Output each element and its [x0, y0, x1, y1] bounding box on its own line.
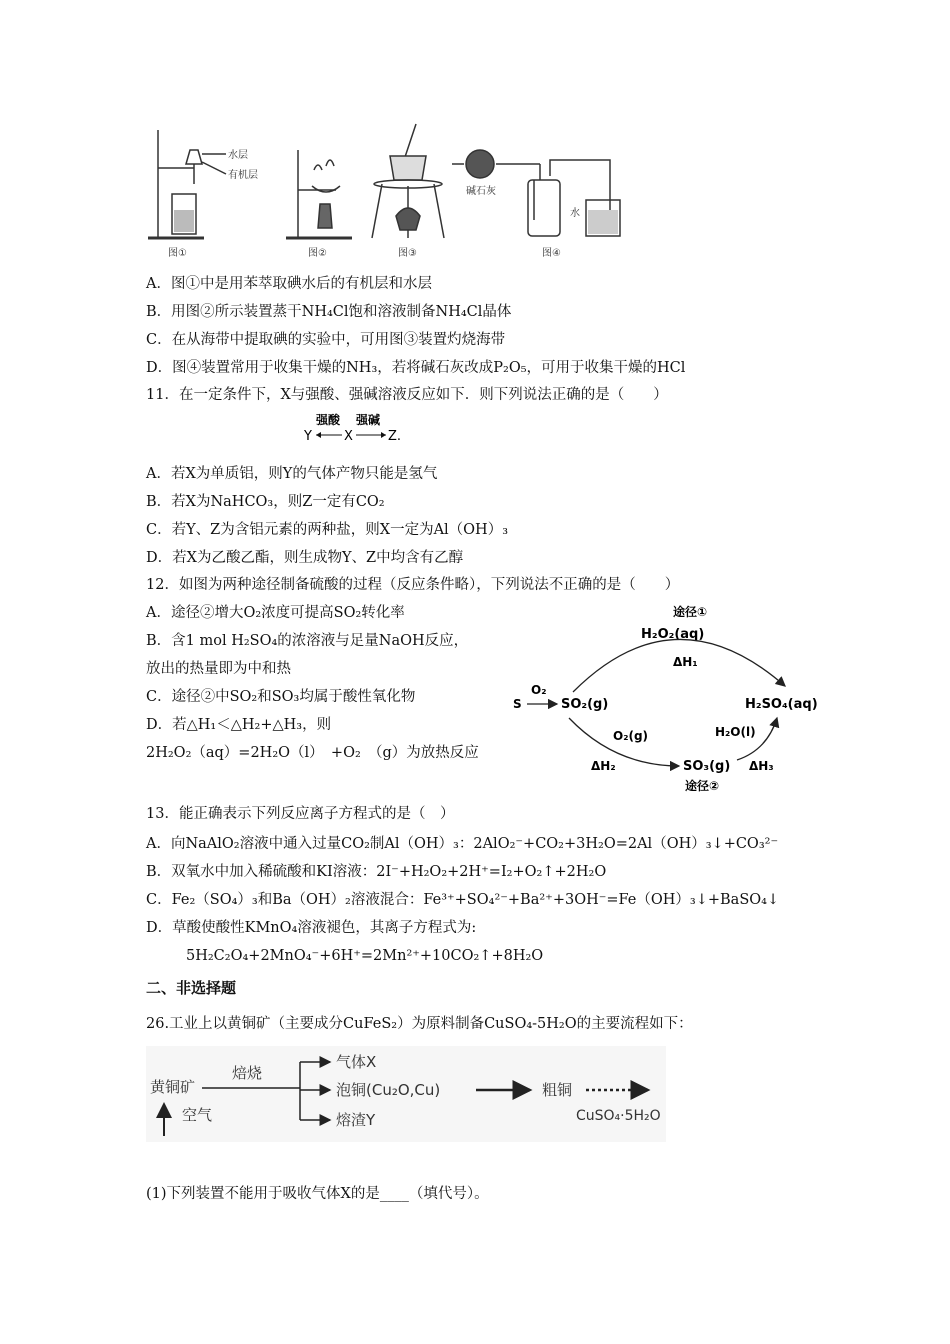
flow-gas-x: 气体X: [336, 1053, 377, 1071]
q13-option-c: C．Fe₂（SO₄）₃和Ba（OH）₂溶液混合：Fe³⁺+SO₄²⁻+Ba²⁺+3OH⁻=Fe（OH）₃↓+BaSO₄↓: [146, 892, 780, 908]
h2o2-label: H₂O₂(aq): [641, 627, 705, 642]
h2so4-label: H₂SO₄(aq): [745, 697, 818, 712]
q26-flow-diagram: [146, 1046, 666, 1142]
label-soda-lime: 碱石灰: [466, 186, 496, 197]
q13-stem: 13．能正确表示下列反应离子方程式的是（ ）: [146, 806, 455, 822]
flow-roast: 焙烧: [232, 1064, 263, 1082]
q13-option-d: D．草酸使酸性KMnO₄溶液褪色，其离子方程式为:: [146, 920, 477, 936]
q12-option-d-line1: D．若△H₁＜△H₂+△H₃，则: [146, 717, 332, 733]
figure-2-evaporation: [286, 150, 352, 238]
q11-stem: 11．在一定条件下，X与强酸、强碱溶液反应如下．则下列说法正确的是（ ）: [146, 387, 668, 403]
caption-fig4: 图④: [542, 248, 561, 259]
flow-air: 空气: [182, 1106, 213, 1124]
q11-option-b: B．若X为NaHCO₃，则Z一定有CO₂: [146, 494, 385, 510]
q12-option-b-line1: B．含1 mol H₂SO₄的浓溶液与足量NaOH反应，: [146, 633, 469, 649]
so3-label: SO₃(g): [683, 759, 731, 774]
o2g-label: O₂(g): [613, 729, 649, 743]
q10-option-d: D．图④装置常用于收集干燥的NH₃，若将碱石灰改成P₂O₅，可用于收集干燥的HCl: [146, 360, 686, 376]
dh2-label: ΔH₂: [591, 759, 616, 773]
route1-label: 途径①: [673, 605, 708, 619]
q12-option-d-line2: 2H₂O₂（aq）=2H₂O（l） +O₂ （g）为放热反应: [146, 745, 479, 761]
flow-ore: 黄铜矿: [150, 1078, 196, 1096]
q10-option-c: C．在从海带中提取碘的实验中，可用图③装置灼烧海带: [146, 332, 506, 348]
scheme-x: X: [344, 429, 353, 444]
q10-option-a: A．图①中是用苯萃取碘水后的有机层和水层: [146, 276, 432, 292]
flow-product: CuSO₄·5H₂O: [576, 1108, 661, 1124]
apparatus-figure: [146, 120, 622, 262]
flow-blister-copper: 泡铜(Cu₂O,Cu): [336, 1081, 441, 1099]
q13-option-d-equation: 5H₂C₂O₄+2MnO₄⁻+6H⁺=2Mn²⁺+10CO₂↑+8H₂O: [186, 948, 544, 964]
flow-slag-y: 熔渣Y: [336, 1111, 376, 1129]
caption-fig1: 图①: [168, 248, 187, 259]
figure-3-crucible: [372, 124, 444, 238]
scheme-z: Z.: [388, 429, 402, 444]
q11-scheme: [298, 412, 408, 448]
q12-stem: 12．如图为两种途径制备硫酸的过程（反应条件略），下列说法不正确的是（ ）: [146, 577, 680, 593]
flow-crude-copper: 粗铜: [542, 1081, 573, 1099]
q11-option-c: C．若Y、Z为含铝元素的两种盐，则X一定为Al（OH）₃: [146, 522, 509, 538]
o2-label: O₂: [531, 683, 547, 697]
scheme-y: Y: [304, 429, 312, 444]
h2ol-label: H₂O(l): [715, 725, 756, 739]
q12-sulfuric-acid-diagram: [505, 600, 825, 796]
route2-label: 途径②: [685, 779, 720, 793]
q12-option-a: A．途径②增大O₂浓度可提高SO₂转化率: [146, 605, 405, 621]
label-water-layer: 水层: [228, 150, 248, 161]
q11-option-d: D．若X为乙酸乙酯，则生成物Y、Z中均含有乙醇: [146, 550, 464, 566]
scheme-base: 强碱: [356, 413, 381, 427]
q13-option-b: B．双氧水中加入稀硫酸和KI溶液：2I⁻+H₂O₂+2H⁺=I₂+O₂↑+2H₂O: [146, 864, 607, 880]
label-organic-layer: 有机层: [228, 170, 258, 181]
q12-option-c: C．途径②中SO₂和SO₃均属于酸性氧化物: [146, 689, 416, 705]
caption-fig2: 图②: [308, 248, 327, 259]
section-heading: 二、非选择题: [146, 979, 237, 997]
scheme-acid: 强酸: [316, 413, 341, 427]
label-water: 水: [570, 208, 580, 219]
q12-option-b-line2: 放出的热量即为中和热: [146, 661, 291, 677]
q11-option-a: A．若X为单质铝，则Y的气体产物只能是氢气: [146, 466, 438, 482]
q26-sub1: (1)下列装置不能用于吸收气体X的是____（填代号）。: [146, 1186, 489, 1202]
dh1-label: ΔH₁: [673, 655, 698, 669]
q10-option-b: B．用图②所示装置蒸干NH₄Cl饱和溶液制备NH₄Cl晶体: [146, 304, 512, 320]
caption-fig3: 图③: [398, 248, 417, 259]
so2-label: SO₂(g): [561, 697, 609, 712]
figure-1-separatory-funnel: [148, 130, 226, 238]
q13-option-a: A．向NaAlO₂溶液中通入过量CO₂制Al（OH）₃：2AlO₂⁻+CO₂+3H₂O=2Al（OH）₃↓+CO₃²⁻: [146, 836, 779, 852]
s-label: S: [513, 697, 522, 711]
q26-stem: 26.工业上以黄铜矿（主要成分CuFeS₂）为原料制备CuSO₄-5H₂O的主要流程如下：: [146, 1016, 693, 1032]
dh3-label: ΔH₃: [749, 759, 774, 773]
